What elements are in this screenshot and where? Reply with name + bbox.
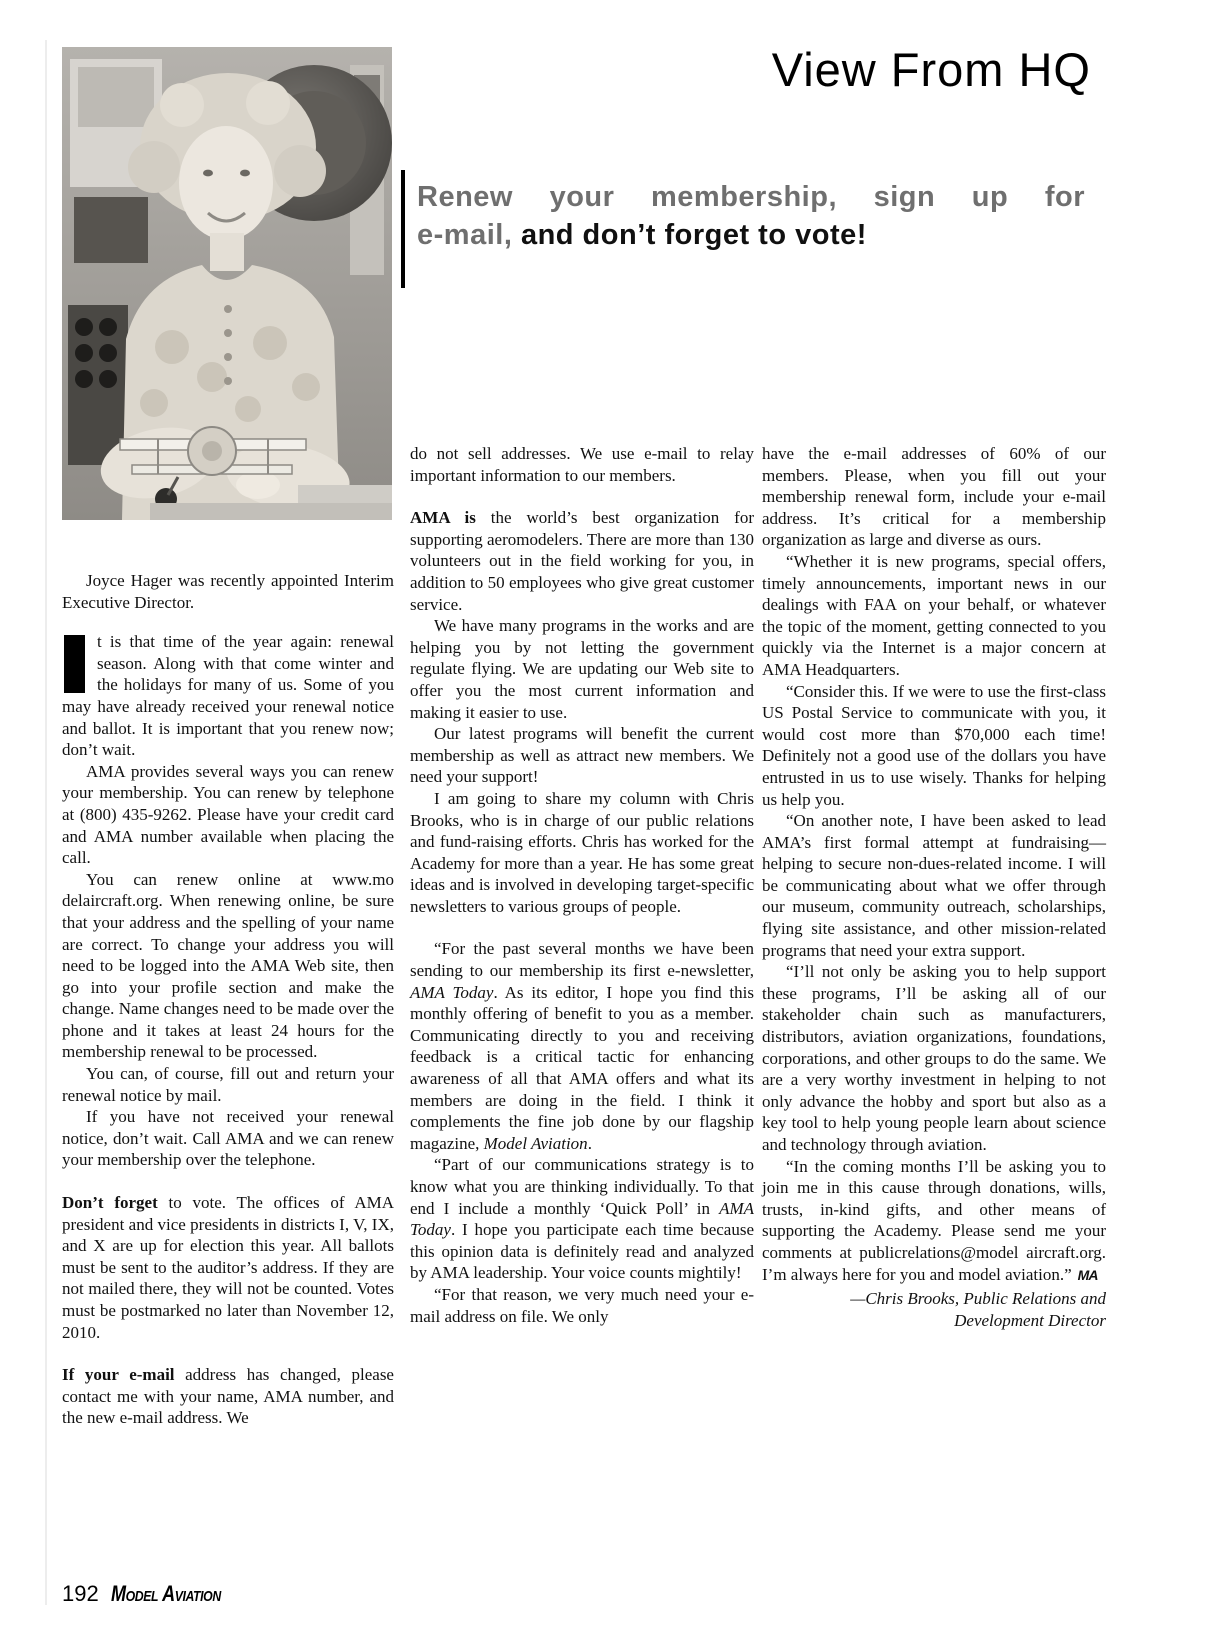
article-paragraph: do not sell addresses. We use e-mail to relay important information to our members. xyxy=(410,444,754,485)
article-paragraph: AMA is the world’s best organization for supporting aeromodelers. There are more than 130 volunteers out in the field working for you, in addition to 50 employees who give great customer service. xyxy=(410,508,755,614)
article-paragraph: “On another note, I have been asked to lead AMA’s first formal attempt at fundraising—helping to secure non-dues-related income. I will be communicating about what we offer through our museum, community outreach, scholarships, flying site assistance, and other mission-related programs that need your extra support. xyxy=(762,811,1106,960)
page-number: 192 xyxy=(62,1581,99,1606)
magazine-logo: Model Aviation xyxy=(110,1581,221,1606)
article-paragraph: Our latest programs will benefit the current membership as well as attract new members. We need your support! xyxy=(410,724,754,787)
article-column-2 xyxy=(410,443,754,1327)
article-paragraph: Joyce Hager was recently appointed Interim Executive Director. xyxy=(62,571,394,612)
headline-line1: Renew your membership, sign up for xyxy=(417,181,1085,213)
article-paragraph: If your e-mail address has changed, please contact me with your name, AMA number, and the new e-mail address. We xyxy=(62,1365,394,1428)
drop-cap xyxy=(64,635,85,693)
ma-end-mark: MA xyxy=(1077,1266,1098,1283)
article-paragraph: AMA provides several ways you can renew your membership. You can renew by telephone at (800) 435-9262. Please have your credit card and AMA number available when placing the call. xyxy=(62,761,394,868)
article-paragraph: Don’t forget to vote. The offices of AMA president and vice presidents in districts I, V, IX, and X are up for election this year. All ballots must be sent to the auditor’s address. If they are not mailed there, they will not be counted. Votes must be postmarked no later than November 12, 2010. xyxy=(62,1193,395,1342)
article-column-1 xyxy=(62,570,394,1429)
article-paragraph: “For that reason, we very much need your e-mail address on file. We only xyxy=(410,1284,754,1326)
article-paragraph: I am going to share my column with Chris Brooks, who is in charge of our public relations and fund-raising efforts. Chris has worked for the Academy for more than a year. He has some great ideas and is involved in developing target-specific newsletters to various groups of people. xyxy=(410,788,754,916)
article-paragraph: You can, of course, fill out and return your renewal notice by mail. xyxy=(62,1064,394,1105)
article-paragraph: “In the coming months I’ll be asking you to join me in this cause through donations, wills, trusts, in-kind gifts, and other means of supporting the Academy. Please send me your comments at publicrelations@model aircraft.org. I’m always here for you and model aviation.” MA xyxy=(762,1156,1106,1284)
article-paragraph: “Consider this. If we were to use the first-class US Postal Service to communicate with you, it would cost more than $70,000 each time! Definitely not a good use of the dollars you have entrusted in us to use wisely. Thanks for helping us help you. xyxy=(762,681,1106,809)
article-paragraph: have the e-mail addresses of 60% of our members. Please, when you fill out your membership renewal form, include your e-mail address. It’s critical for a membership organization as large and diverse as ours. xyxy=(762,444,1106,550)
article-paragraph: “For the past several months we have been sending to our membership its first e-newsletter, AMA Today. As its editor, I hope you find this monthly offering of benefit to you as a member. Communicating directly to you and receiving feedback is a critical tactic for enhancing awareness of all that AMA offers and what its members are doing in the field. I think it complements the fine job done by our flagship magazine, Model Aviation. xyxy=(410,939,754,1153)
headline xyxy=(417,178,1085,254)
article-paragraph: “Whether it is new programs, special offers, timely announcements, important news in our dealings with FAA on your behalf, or whatever the topic of the moment, getting connected to you quickly via the Internet is a major concern at AMA Headquarters. xyxy=(762,551,1106,679)
headline-line2 xyxy=(417,216,1085,254)
headline-line2-black: and don’t forget to vote! xyxy=(520,219,867,251)
article-paragraph: You can renew online at www.mo delaircraft.org. When renewing online, be sure that your address and the spelling of your name are correct. To change your address you will need to be logged into the AMA Web site, then go into your profile section and make the change. Name changes need to be made over the phone and it takes at least 24 hours for the membership renewal to be processed. xyxy=(62,869,394,1062)
page-title: View From HQ xyxy=(771,43,1091,96)
page-footer xyxy=(62,1581,245,1607)
photo-illustration xyxy=(62,47,392,520)
article-column-3 xyxy=(762,443,1106,1331)
article-paragraph: We have many programs in the works and are helping you by not letting the government regulate flying. We are updating our Web site to offer you the most current information and making it easier to use. xyxy=(410,616,754,722)
article-paragraph: t is that time of the year again: renewal season. Along with that come winter and the holidays for many of us. Some of you may have already received your renewal notice and ballot. It is important that you renew now; don’t wait. xyxy=(62,632,394,760)
photo-joyce-hager xyxy=(62,47,392,520)
article-paragraph: “I’ll not only be asking you to help support these programs, I’ll be asking all of our stakeholder chain such as manufacturers, distributors, aviation organizations, foundations, corporations, and other groups to do the same. We are a very worthy investment in helping to not only advance the hobby and sport but also as a key tool to help young people learn about science and technology through aviation. xyxy=(762,962,1106,1154)
article-paragraph: “Part of our communications strategy is to know what you are thinking individually. To that end I include a monthly ‘Quick Poll’ in AMA Today. I hope you participate each time because this opinion data is definitely read and analyzed by AMA leadership. Your voice counts mightily! xyxy=(410,1155,754,1283)
scan-edge-line xyxy=(45,40,47,1605)
headline-rule xyxy=(401,170,405,288)
headline-line2-gray: e-mail, xyxy=(417,219,513,251)
article-paragraph: —Chris Brooks, Public Relations and Development Director xyxy=(850,1289,1106,1330)
article-paragraph: If you have not received your renewal notice, don’t wait. Call AMA and we can renew your membership over the telephone. xyxy=(62,1107,394,1170)
